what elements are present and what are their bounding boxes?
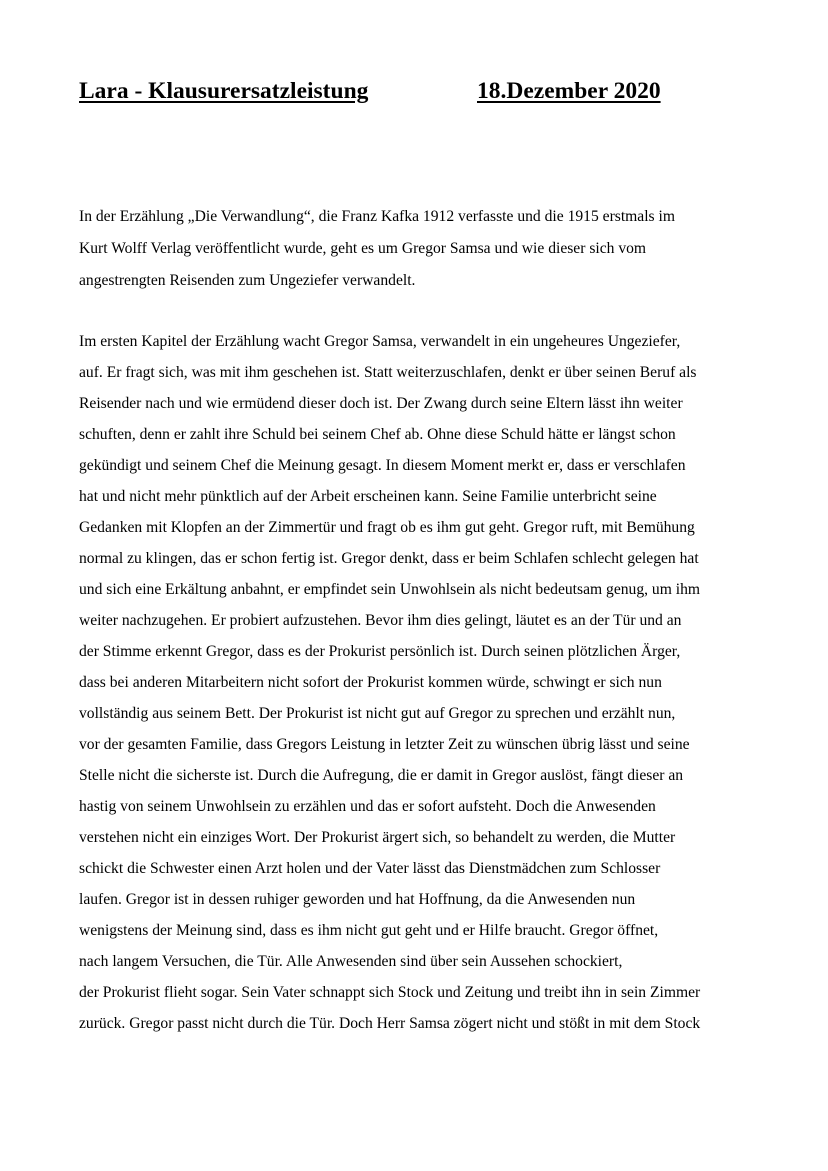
text-line: In der Erzählung „Die Verwandlung“, die Franz Kafka 1912 verfasste und die 1915 erstmals im — [79, 208, 675, 225]
text-line: Kurt Wolff Verlag veröffentlicht wurde, geht es um Gregor Samsa und wie dieser sich vom — [79, 240, 647, 257]
text-line: dass bei anderen Mitarbeitern nicht sofort der Prokurist kommen würde, schwingt er sich nun — [79, 674, 662, 691]
text-line: Stelle nicht die sicherste ist. Durch die Aufregung, die er damit in Gregor auslöst, fängt dieser an — [79, 767, 684, 784]
text-line: schuften, denn er zahlt ihre Schuld bei seinem Chef ab. Ohne diese Schuld hätte er längst schon — [79, 426, 676, 443]
text-line: der Stimme erkennt Gregor, dass es der Prokurist persönlich ist. Durch seinen plötzlichen Ärger, — [79, 643, 681, 660]
text-line: laufen. Gregor ist in dessen ruhiger geworden und hat Hoffnung, da die Anwesenden nun — [79, 891, 636, 908]
text-line: gekündigt und seinem Chef die Meinung gesagt. In diesem Moment merkt er, dass er verschlafen — [79, 457, 686, 474]
text-line: Im ersten Kapitel der Erzählung wacht Gregor Samsa, verwandelt in ein ungeheures Ungeziefer, — [79, 333, 681, 350]
text-line: angestrengten Reisenden zum Ungeziefer verwandelt. — [79, 272, 416, 289]
text-line: schickt die Schwester einen Arzt holen und der Vater lässt das Dienstmädchen zum Schlosser — [79, 860, 661, 877]
text-line: und sich eine Erkältung anbahnt, er empfindet sein Unwohlsein als nicht bedeutsam genug, um ihm — [79, 581, 701, 598]
text-line: vor der gesamten Familie, dass Gregors Leistung in letzter Zeit zu wünschen übrig lässt und seine — [79, 736, 690, 753]
document-date: 18.Dezember 2020 — [477, 78, 661, 104]
text-line: hastig von seinem Unwohlsein zu erzählen und das er sofort aufsteht. Doch die Anwesenden — [79, 798, 656, 815]
text-line: Reisender nach und wie ermüdend dieser doch ist. Der Zwang durch seine Eltern lässt ihn weiter — [79, 395, 683, 412]
text-line: zurück. Gregor passt nicht durch die Tür. Doch Herr Samsa zögert nicht und stößt in mit dem Stock — [79, 1015, 701, 1032]
text-line: Gedanken mit Klopfen an der Zimmertür und fragt ob es ihm gut geht. Gregor ruft, mit Bemühung — [79, 519, 695, 536]
text-line: verstehen nicht ein einziges Wort. Der Prokurist ärgert sich, so behandelt zu werden, die Mutter — [79, 829, 676, 846]
text-line: auf. Er fragt sich, was mit ihm geschehen ist. Statt weiterzuschlafen, denkt er über seinen Beruf als — [79, 364, 697, 381]
text-line: weiter nachzugehen. Er probiert aufzustehen. Bevor ihm dies gelingt, läutet es an der Tür und an — [79, 612, 682, 629]
text-line: der Prokurist flieht sogar. Sein Vater schnappt sich Stock und Zeitung und treibt ihn in sein Zimmer — [79, 984, 701, 1001]
text-line: vollständig aus seinem Bett. Der Prokurist ist nicht gut auf Gregor zu sprechen und erzählt nun, — [79, 705, 676, 722]
text-line: hat und nicht mehr pünktlich auf der Arbeit erscheinen kann. Seine Familie unterbricht seine — [79, 488, 657, 505]
text-line: normal zu klingen, das er schon fertig ist. Gregor denkt, dass er beim Schlafen schlecht gelegen hat — [79, 550, 699, 567]
text-line: wenigstens der Meinung sind, dass es ihm nicht gut geht und er Hilfe braucht. Gregor öffnet, — [79, 922, 659, 939]
text-line: nach langem Versuchen, die Tür. Alle Anwesenden sind über sein Aussehen schockiert, — [79, 953, 623, 970]
document-title: Lara - Klausurersatzleistung — [79, 78, 369, 104]
